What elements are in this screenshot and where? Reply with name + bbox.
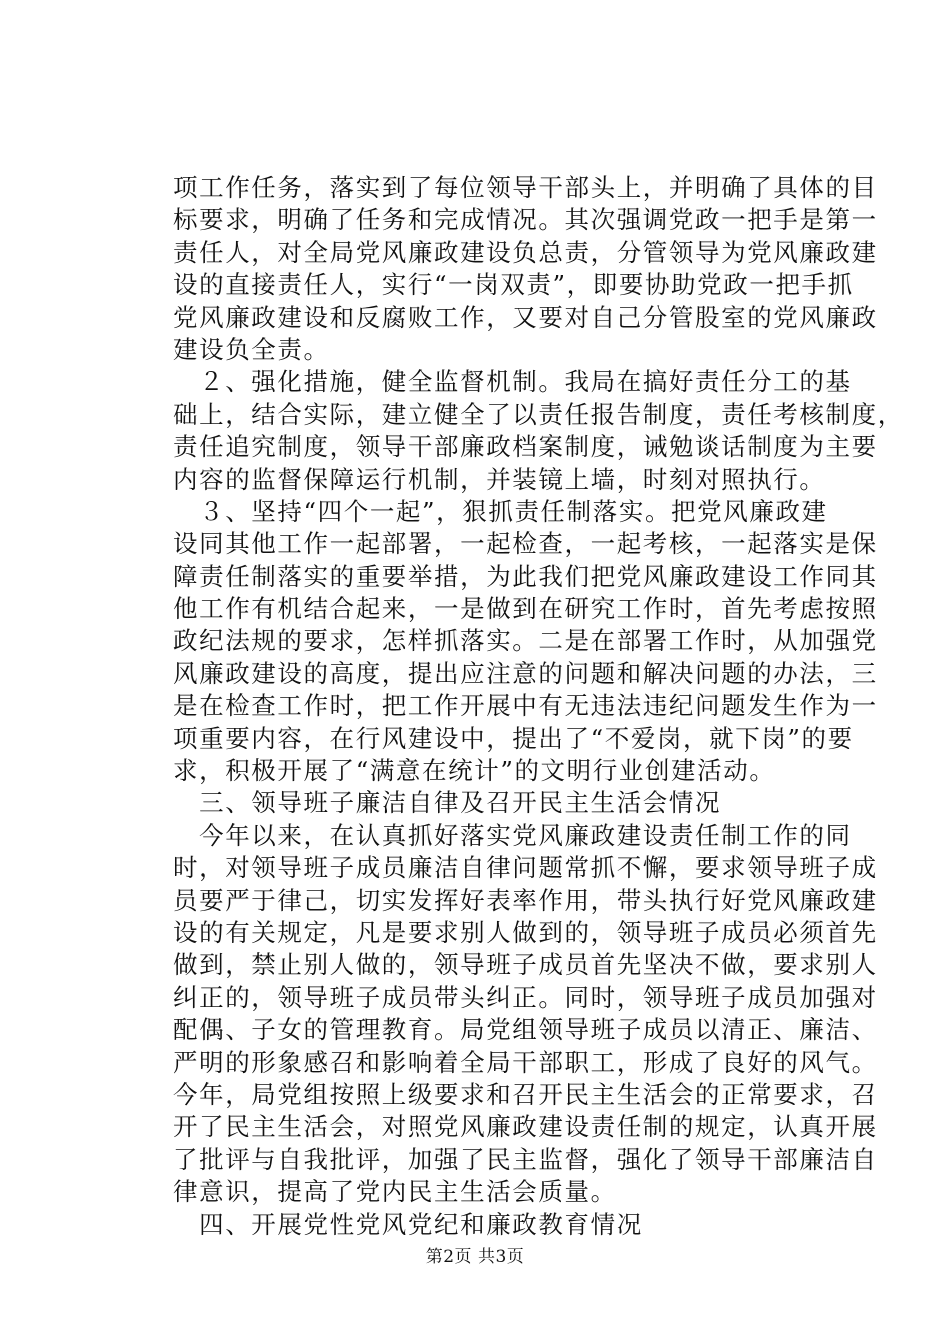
text-line: 设的有关规定，凡是要求别人做到的，领导班子成员必须首先 [173,917,878,947]
text-line: 内容的监督保障运行机制，并装镜上墙，时刻对照执行。 [173,464,826,494]
text-line: 是在检查工作时，把工作开展中有无违法违纪问题发生作为一 [173,691,878,721]
text-line: 配偶、子女的管理教育。局党组领导班子成员以清正、廉洁、 [173,1015,878,1045]
text-line: 设同其他工作一起部署，一起检查，一起考核，一起落实是保 [173,529,878,559]
text-line: 纠正的，领导班子成员带头纠正。同时，领导班子成员加强对 [173,982,878,1012]
text-line: 时，对领导班子成员廉洁自律问题常抓不懈，要求领导班子成 [173,853,878,883]
text-line: 标要求，明确了任务和完成情况。其次强调党政一把手是第一 [173,205,878,235]
text-line: 政纪法规的要求，怎样抓落实。二是在部署工作时，从加强党 [173,626,878,656]
text-line: 求，积极开展了“满意在统计”的文明行业创建活动。 [173,756,776,786]
document-body [173,172,904,1241]
text-line: 四、开展党性党风党纪和廉政教育情况 [173,1209,643,1239]
text-line: ２、强化措施，健全监督机制。我局在搞好责任分工的基 [173,367,852,397]
page-footer: 第2页 共3页 [425,1247,525,1267]
text-line: 今年，局党组按照上级要求和召开民主生活会的正常要求，召 [173,1079,878,1109]
text-line: 开了民主生活会，对照党风廉政建设责任制的规定，认真开展 [173,1112,878,1142]
text-line: 他工作有机结合起来，一是做到在研究工作时，首先考虑按照 [173,594,878,624]
text-line: 责任追究制度，领导干部廉政档案制度，诫勉谈话制度为主要 [173,432,878,462]
text-line: 障责任制落实的重要举措，为此我们把党风廉政建设工作同其 [173,561,878,591]
text-line: 严明的形象感召和影响着全局干部职工，形成了良好的风气。 [173,1047,878,1077]
text-line: 今年以来，在认真抓好落实党风廉政建设责任制工作的同 [173,820,852,850]
text-line: 员要严于律己，切实发挥好表率作用，带头执行好党风廉政建 [173,885,878,915]
text-line: 了批评与自我批评，加强了民主监督，强化了领导干部廉洁自 [173,1144,878,1174]
text-line: 项重要内容，在行风建设中，提出了“不爱岗，就下岗”的要 [173,723,854,753]
text-line: 三、领导班子廉洁自律及召开民主生活会情况 [173,788,722,818]
text-line: 项工作任务，落实到了每位领导干部头上，并明确了具体的目 [173,173,878,202]
text-line: 律意识，提高了党内民主生活会质量。 [173,1177,617,1207]
text-line: 础上，结合实际，建立健全了以责任报告制度，责任考核制度， [173,399,904,429]
text-line: 做到，禁止别人做的，领导班子成员首先坚决不做，要求别人 [173,950,878,980]
text-line: 党风廉政建设和反腐败工作，又要对自己分管股室的党风廉政 [173,302,878,332]
text-line: ３、坚持“四个一起”，狠抓责任制落实。把党风廉政建 [173,496,828,526]
text-line: 建设负全责。 [173,334,330,364]
text-line: 设的直接责任人，实行“一岗双责”，即要协助党政一把手抓 [173,270,854,300]
text-line: 风廉政建设的高度，提出应注意的问题和解决问题的办法，三 [173,658,878,688]
text-line: 责任人，对全局党风廉政建设负总责，分管领导为党风廉政建 [173,237,878,267]
